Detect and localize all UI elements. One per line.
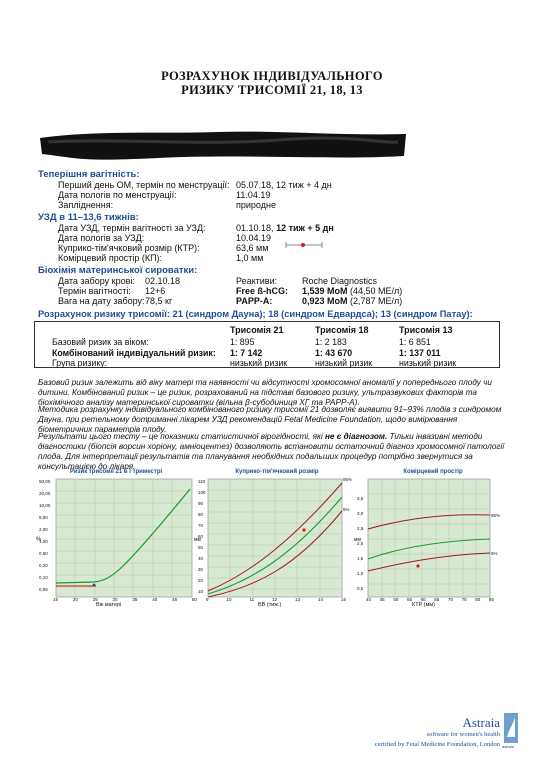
chart2-yticks (198, 476, 206, 597)
hcg-value: 1,539 MoM (44,50 МЕ/л) (302, 286, 403, 296)
chart3-xtick: 85 (488, 597, 494, 602)
chart1-ytick: 20,00 (39, 491, 51, 496)
chart2-ytick: 90 (198, 501, 204, 506)
chart1-ytick: 0,50 (39, 551, 48, 556)
chart1-ytick: 0,05 (39, 587, 48, 592)
chart3-xticks (366, 597, 494, 602)
report-title-line1: РОЗРАХУНОК ІНДИВІДУАЛЬНОГО (161, 69, 383, 83)
chart3-xtick: 60 (420, 597, 426, 602)
chart1-ytick: 0,10 (39, 575, 48, 580)
chart3-xtick: 40 (366, 597, 372, 602)
chart1-ytick: 50,00 (39, 479, 51, 484)
us-date-value: 01.10.18, 12 тиж + 5 дн (236, 223, 334, 233)
row-group-label: Група ризику: (52, 358, 108, 368)
crl-label: Куприко-тім'ячковий розмір (КТР): (58, 243, 200, 253)
row-group-t18: низький ризик (315, 358, 373, 368)
chart3-xtick: 75 (461, 597, 467, 602)
chart1-ytick: 2,00 (39, 527, 48, 532)
row-base-label: Базовий ризик за віком: (52, 337, 149, 347)
report-title-line2: РИЗИКУ ТРИСОМІЇ 21, 18, 13 (181, 83, 363, 97)
chart1-ylabel: % (36, 537, 42, 543)
biochem-heading: Біохімія материнської сироватки: (38, 265, 198, 276)
nt-label: Комірцевий простір (КП): (58, 253, 163, 263)
chart3-ylabel: мм (354, 537, 361, 543)
nt-value: 1,0 мм (236, 253, 264, 263)
row-combined-t21: 1: 7 142 (230, 348, 263, 358)
chart1-xtick: 15 (53, 597, 59, 602)
chart2-ylabel: мм (194, 537, 201, 543)
row-base-t18: 1: 2 183 (315, 337, 347, 347)
chart3-xtick: 55 (406, 597, 412, 602)
hcg-label: Free ß-hCG: (236, 286, 289, 296)
chart3-xlabel: КТР (мм) (412, 602, 435, 608)
chart-crl (196, 467, 358, 611)
row-group-t13: низький ризик (399, 358, 457, 368)
chart3-ytick: 3,0 (357, 511, 364, 516)
chart1-xtick: 30 (112, 597, 118, 602)
chart2-xtick: 9 (206, 597, 209, 602)
chart1-ytick: 10,00 (39, 503, 51, 508)
chart2-xtick: 14 (318, 597, 324, 602)
chart1-yticks (39, 476, 50, 596)
chart1-ytick: 5,00 (39, 515, 48, 520)
chart1-xtick: 45 (172, 597, 178, 602)
ga-label: Термін вагітності: (58, 286, 131, 296)
col-t18: Трисомія 18 (315, 325, 369, 335)
risk-heading: Розрахунок ризику трисомії: 21 (синдром Дауна); 18 (синдром Едвардса); 13 (синдром Патау): (38, 309, 473, 319)
chart2-ytick: 10 (198, 589, 204, 594)
pappa-value: 0,923 MoM (2,787 МЕ/л) (302, 296, 403, 306)
edd-us-value: 10.04.19 (236, 233, 272, 243)
chart3-xtick: 50 (393, 597, 399, 602)
astraia-tagline: software for women's health (426, 731, 500, 738)
chart3-svg (356, 467, 510, 611)
chart3-p95: 95% (491, 513, 501, 518)
conception-value: природне (236, 200, 276, 210)
chart2-xtick: 11 (249, 597, 255, 602)
edd-lmp-label: Дата пологів по менструації: (58, 190, 177, 200)
chart3-xtick: 80 (475, 597, 481, 602)
pappa-label: PAPP-A: (236, 296, 273, 306)
reagents-label: Реактиви: (236, 276, 278, 286)
chart2-xtick: 15 (340, 597, 346, 602)
row-base-t21: 1: 895 (230, 337, 255, 347)
col-t21: Трисомія 21 (230, 325, 284, 335)
chart1-svg (34, 467, 198, 611)
chart2-ytick: 40 (198, 556, 204, 561)
chart1-xtick: 35 (132, 597, 138, 602)
chart2-xticks (206, 597, 346, 602)
crl-value: 63,6 мм (236, 243, 269, 253)
chart3-ytick: 0,5 (357, 586, 364, 591)
lmp-value: 05.07.18, 12 тиж + 4 дн (236, 180, 332, 190)
chart1-xticks (53, 597, 197, 602)
chart1-ytick: 1,00 (39, 539, 48, 544)
reagents-value: Roche Diagnostics (302, 276, 378, 286)
chart1-xlabel: Вік матері (96, 602, 122, 608)
blood-date-label: Дата забору крові: (58, 276, 135, 286)
chart3-yticks (357, 491, 363, 596)
chart2-p95: 95% (343, 477, 353, 482)
chart3-p5: 5% (491, 551, 498, 556)
astraia-cert: certified by Fetal Medicine Foundation, London (374, 741, 500, 748)
chart1-title: Ризик трисомії 21 в І триместрі (69, 469, 163, 475)
chart2-p5: 5% (343, 507, 350, 512)
chart3-title: Комірцевий простір (403, 469, 463, 475)
chart2-ytick: 50 (198, 545, 204, 550)
chart2-ytick: 30 (198, 567, 204, 572)
paragraph-method: Методика розрахунку індивідуального комбінованого ризику трисомії 21 дозволяє виявити 91–93% плодів з синдромом Дауна, при ретельному дотриманні лікарем УЗД рекомендацій Fetal Medicine Foundation, щодо вимірювання біометричних параметрів плоду. (38, 405, 502, 434)
chart2-xtick: 10 (226, 597, 232, 602)
chart-t21-risk (34, 467, 198, 611)
lmp-label: Перший день ОМ, термін по менструації: (58, 180, 230, 190)
chart3-xtick: 70 (447, 597, 453, 602)
chart2-ytick: 80 (198, 512, 204, 517)
chart1-xtick: 40 (152, 597, 158, 602)
row-combined-t13: 1: 137 011 (399, 348, 441, 358)
paragraph-disclaimer: Результати цього тесту – це показники статистичної вірогідності, які не є діагнозом. Тільки інвазивні методи діагностики (біопсія ворсин хоріону, амніоцентез) дозволяють встановити остаточний діагноз хромосомної патології плода. Для інтерпретації результатів та планування необхідних подальших процедур потрібно звернутися за консультацією до лікаря. (38, 432, 505, 471)
weight-label: Вага на дату забору: (58, 296, 145, 306)
chart2-ytick: 110 (198, 479, 206, 484)
chart3-ytick: 1,0 (357, 571, 364, 576)
chart3-xtick: 65 (434, 597, 440, 602)
blood-date-value: 02.10.18 (145, 276, 181, 286)
chart3-ytick: 3,5 (357, 496, 364, 501)
chart2-xlabel: ВВ (тиж.) (258, 602, 282, 608)
chart3-ytick: 1,5 (357, 556, 364, 561)
chart-nt (356, 467, 510, 611)
conception-label: Запліднення: (58, 200, 114, 210)
chart1-xtick: 50 (191, 597, 197, 602)
row-group-t21: низький ризик (230, 358, 288, 368)
weight-value: 78,5 кг (145, 296, 173, 306)
edd-lmp-value: 11.04.19 (236, 190, 271, 200)
chart3-xtick: 45 (379, 597, 385, 602)
edd-us-label: Дата пологів за УЗД: (58, 233, 145, 243)
chart1-xtick: 20 (72, 597, 78, 602)
chart2-xtick: 12 (272, 597, 278, 602)
chart2-svg (196, 467, 358, 611)
chart3-ytick: 2,5 (357, 526, 364, 531)
col-t13: Трисомія 13 (399, 325, 453, 335)
chart3-ytick: 2,0 (357, 541, 364, 546)
row-base-t13: 1: 6 851 (399, 337, 431, 347)
chart2-ytick: 100 (198, 490, 206, 495)
us-date-label: Дата УЗД, термін вагітності за УЗД: (58, 223, 206, 233)
crl-range-indicator (284, 240, 324, 250)
chart2-ytick: 20 (198, 578, 204, 583)
paragraph-base-risk: Базовий ризик залежить від віку матері та наявності чи відсутності хромосомної аномалії у попереднього плоду чи дитини. Комбінований ризик – це ризик, розрахований на підставі базового ризику, ультразвукових факторів та біохімічного аналізу материнської сироватки (вільна β-субодиниця ХГ та PAPP-A). (38, 378, 492, 407)
row-combined-t18: 1: 43 670 (315, 348, 353, 358)
astraia-logo-name: Astraia (462, 715, 500, 730)
uzd-heading: УЗД в 11–13,6 тижнів: (38, 212, 139, 223)
chart2-xtick: 13 (295, 597, 301, 602)
row-combined-label: Комбінований індивідуальний ризик: (52, 348, 216, 358)
chart2-ytick: 70 (198, 523, 204, 528)
chart1-ytick: 0,20 (39, 563, 48, 568)
ga-value: 12+6 (145, 286, 166, 296)
astraia-mark-text: astraia (502, 744, 515, 749)
chart1-xtick: 25 (92, 597, 98, 602)
redacted-patient-info (38, 128, 408, 162)
pregnancy-heading: Теперішня вагітність: (38, 169, 140, 180)
chart2-ytick: 60 (198, 534, 204, 539)
chart2-title: Куприко-тім'ячковий розмір (235, 469, 319, 475)
